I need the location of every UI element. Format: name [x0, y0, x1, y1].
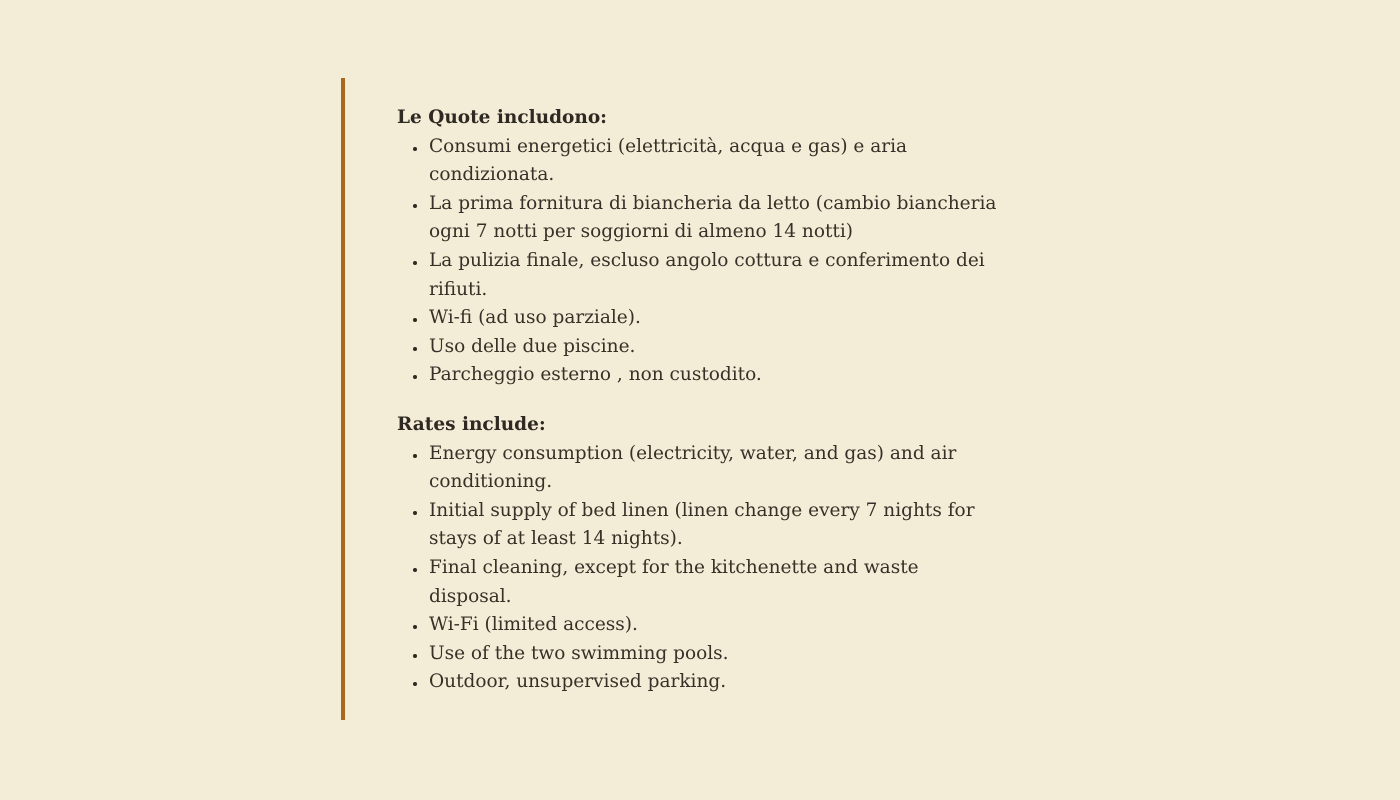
list-item: • Final cleaning, except for the kitchenette and waste disposal.: [427, 554, 997, 611]
list-item: • La prima fornitura di biancheria da letto (cambio biancheria ogni 7 notti per soggiorni di almeno 14 notti): [427, 190, 997, 247]
list-item: • Uso delle due piscine.: [427, 333, 997, 362]
rates-document: [397, 104, 997, 718]
list-item: • La pulizia finale, escluso angolo cottura e conferimento dei rifiuti.: [427, 247, 997, 304]
list-item: • Consumi energetici (elettricità, acqua e gas) e aria condizionata.: [427, 133, 997, 190]
list-italian: [397, 133, 997, 390]
list-english: [397, 440, 997, 697]
list-item: • Wi-Fi (limited access).: [427, 611, 997, 640]
section-heading-english: Rates include:: [397, 413, 546, 435]
list-item: • Parcheggio esterno , non custodito.: [427, 361, 997, 390]
section-italian: [397, 104, 997, 390]
vertical-accent-line: [341, 78, 345, 720]
section-english: [397, 411, 997, 697]
list-item: • Energy consumption (electricity, water, and gas) and air conditioning.: [427, 440, 997, 497]
list-item: • Wi-fi (ad uso parziale).: [427, 304, 997, 333]
list-item: • Use of the two swimming pools.: [427, 640, 997, 669]
list-item: • Initial supply of bed linen (linen change every 7 nights for stays of at least 14 nights).: [427, 497, 997, 554]
list-item: • Outdoor, unsupervised parking.: [427, 668, 997, 697]
section-heading-italian: Le Quote includono:: [397, 107, 607, 128]
